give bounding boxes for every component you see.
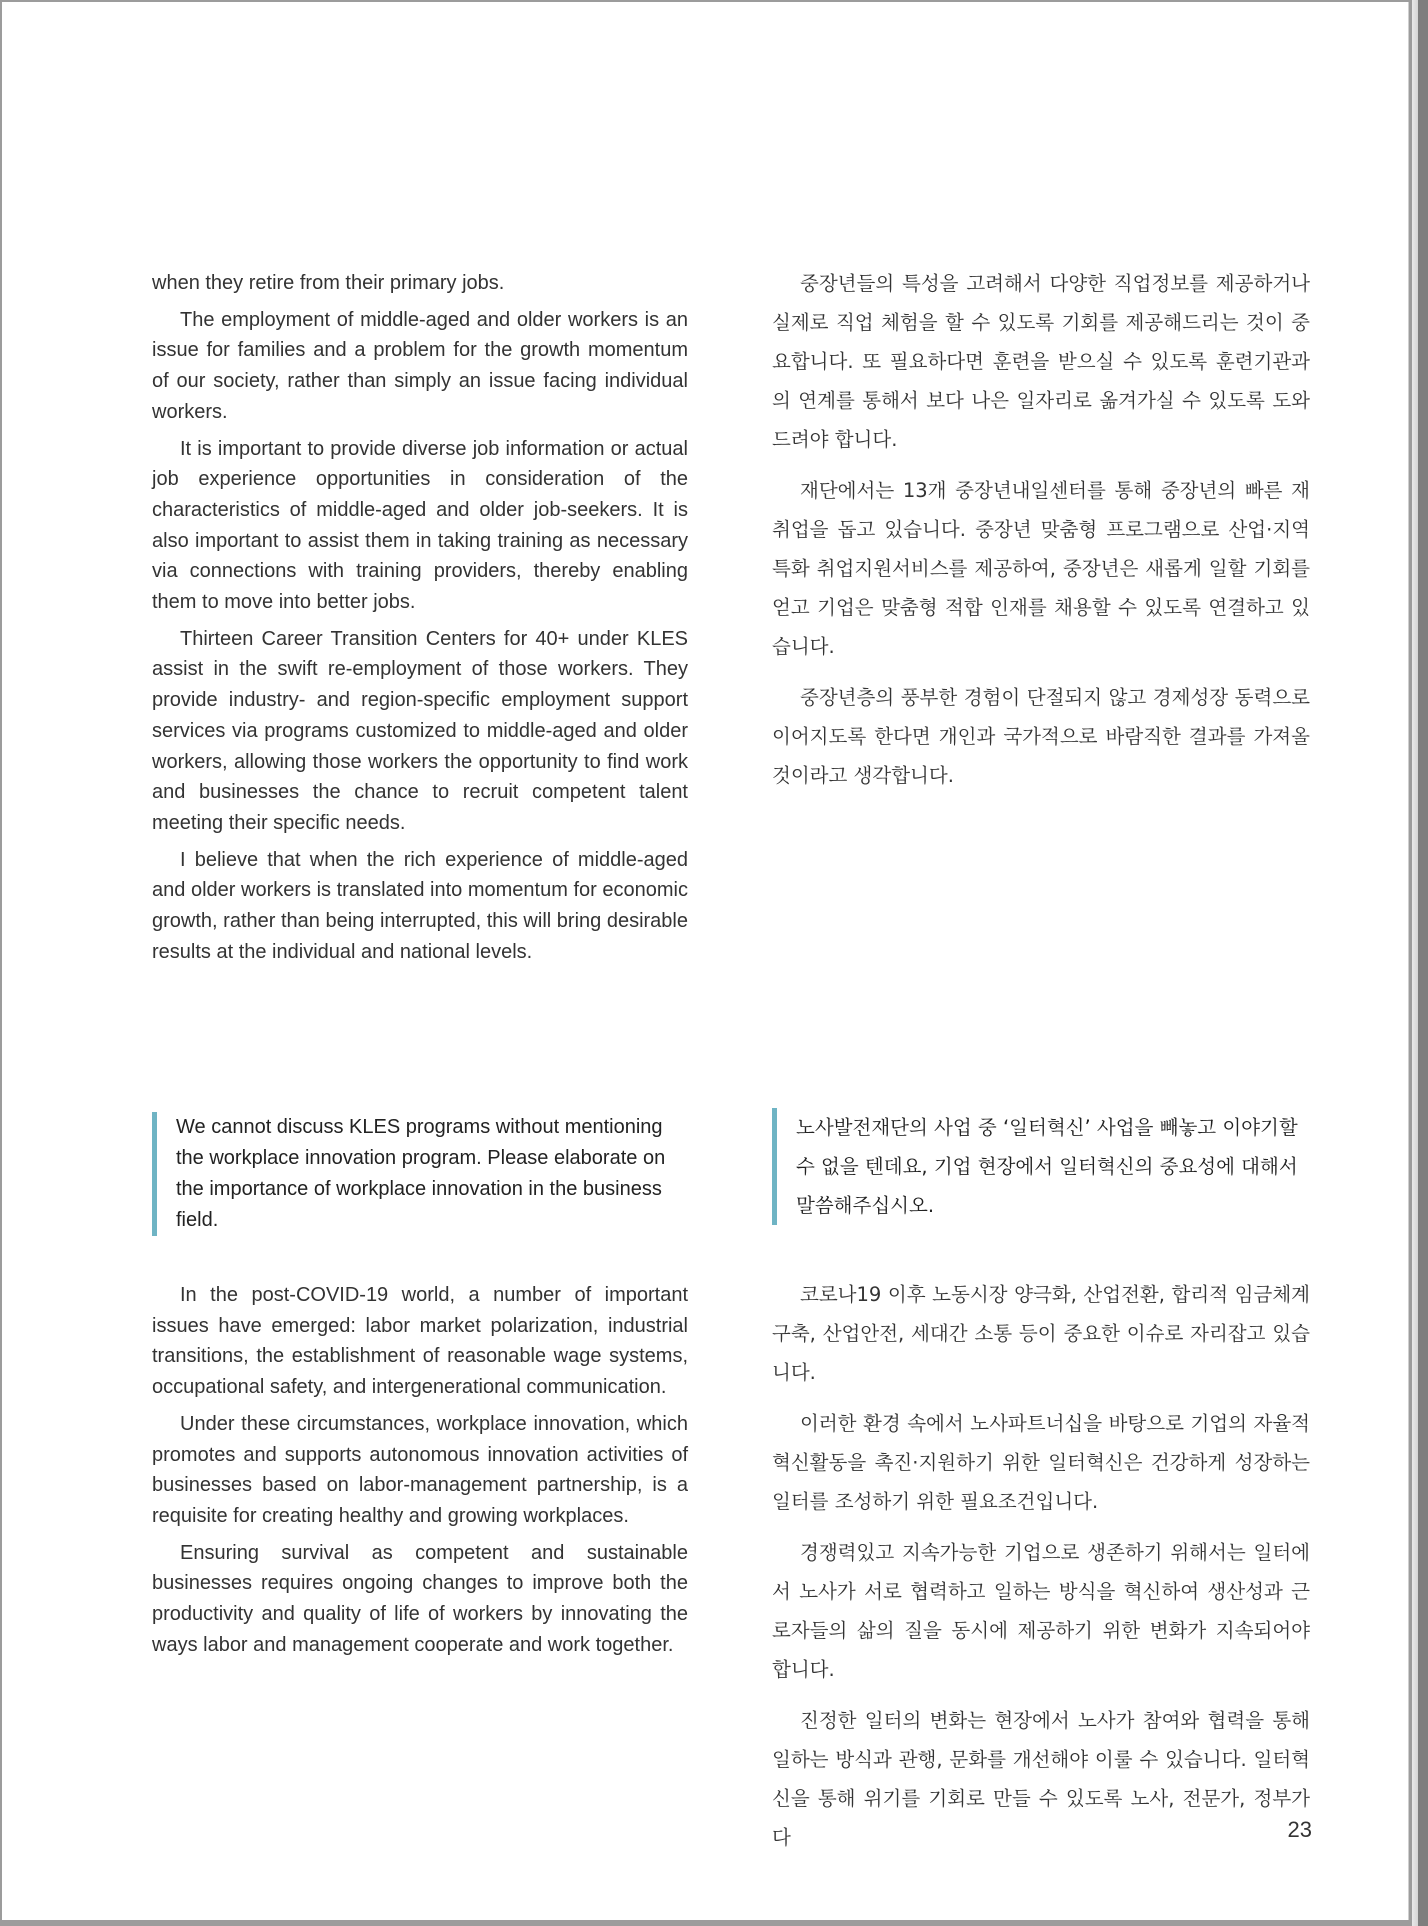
interview-question-english: We cannot discuss KLES programs without mentioning the workplace innovation program. Please elaborate on the importance of workplace innovation in the business field. — [152, 1112, 690, 1236]
paragraph: It is important to provide diverse job information or actual job experience opportunities in consideration of the characteristics of middle-aged and older job-seekers. It is also important to assist them in taking training as necessary via connections with training providers, thereby enabling them to move into better jobs. — [152, 437, 688, 614]
paragraph: 재단에서는 13개 중장년내일센터를 통해 중장년의 빠른 재취업을 돕고 있습니다. 중장년 맞춤형 프로그램으로 산업·지역특화 취업지원서비스를 제공하여, 중장년은 새롭게 일할 기회를 얻고 기업은 맞춤형 적합 인재를 채용할 수 있도록 연결하고 있습니다. — [772, 479, 1310, 658]
page-shadow — [1418, 0, 1428, 1926]
document-page — [2, 2, 1409, 1920]
paragraph: Under these circumstances, workplace innovation, which promotes and supports autonomous innovation activities of businesses based on labor-management partnership, is a requisite for creating healthy and growing workplaces. — [152, 1412, 688, 1527]
paragraph: 코로나19 이후 노동시장 양극화, 산업전환, 합리적 임금체계 구축, 산업안전, 세대간 소통 등이 중요한 이슈로 자리잡고 있습니다. — [772, 1283, 1310, 1384]
paragraph: The employment of middle-aged and older workers is an issue for families and a problem for the growth momentum of our society, rather than simply an issue facing individual workers. — [152, 308, 688, 423]
paragraph: when they retire from their primary jobs. — [152, 272, 505, 294]
paragraph: Thirteen Career Transition Centers for 40+ under KLES assist in the swift re-employment of those workers. They provide industry- and region-specific employment support services via programs customized to middle-aged and older workers, allowing those workers the opportunity to find work and businesses the chance to recruit competent talent meeting their specific needs. — [152, 627, 688, 834]
paragraph: 이러한 환경 속에서 노사파트너십을 바탕으로 기업의 자율적 혁신활동을 촉진·지원하기 위한 일터혁신은 건강하게 성장하는 일터를 조성하기 위한 필요조건입니다. — [772, 1412, 1310, 1513]
english-column-top — [152, 268, 688, 973]
paragraph: Ensuring survival as competent and sustainable businesses requires ongoing changes to improve both the productivity and quality of life of workers by innovating the ways labor and management cooperate and work together. — [152, 1541, 688, 1656]
paragraph: 경쟁력있고 지속가능한 기업으로 생존하기 위해서는 일터에서 노사가 서로 협력하고 일하는 방식을 혁신하여 생산성과 근로자들의 삶의 질을 동시에 제공하기 위한 변화가 지속되어야 합니다. — [772, 1541, 1310, 1681]
english-column-bottom — [152, 1280, 688, 1666]
paragraph: In the post-COVID-19 world, a number of important issues have emerged: labor market polarization, industrial transitions, the establishment of reasonable wage systems, occupational safety, and intergenerational communication. — [152, 1284, 688, 1399]
paragraph: 중장년층의 풍부한 경험이 단절되지 않고 경제성장 동력으로 이어지도록 한다면 개인과 국가적으로 바람직한 결과를 가져올 것이라고 생각합니다. — [772, 686, 1310, 787]
paragraph: 중장년들의 특성을 고려해서 다양한 직업정보를 제공하거나 실제로 직업 체험을 할 수 있도록 기회를 제공해드리는 것이 중요합니다. 또 필요하다면 훈련을 받으실 수 있도록 훈련기관과의 연계를 통해서 보다 나은 일자리로 옮겨가실 수 있도록 도와드려야 합니다. — [772, 272, 1310, 451]
page-number: 23 — [1287, 1817, 1312, 1842]
interview-question-korean: 노사발전재단의 사업 중 ‘일터혁신’ 사업을 빼놓고 이야기할 수 없을 텐데요, 기업 현장에서 일터혁신의 중요성에 대해서 말씀해주십시오. — [772, 1108, 1308, 1225]
korean-column-top — [772, 264, 1310, 807]
paragraph: 진정한 일터의 변화는 현장에서 노사가 참여와 협력을 통해 일하는 방식과 관행, 문화를 개선해야 이룰 수 있습니다. 일터혁신을 통해 위기를 기회로 만들 수 있도록 노사, 전문가, 정부가 다 — [772, 1709, 1310, 1849]
korean-column-bottom — [772, 1275, 1310, 1869]
paragraph: I believe that when the rich experience of middle-aged and older workers is translated into momentum for economic growth, rather than being interrupted, this will bring desirable results at the individual and national levels. — [152, 848, 688, 963]
